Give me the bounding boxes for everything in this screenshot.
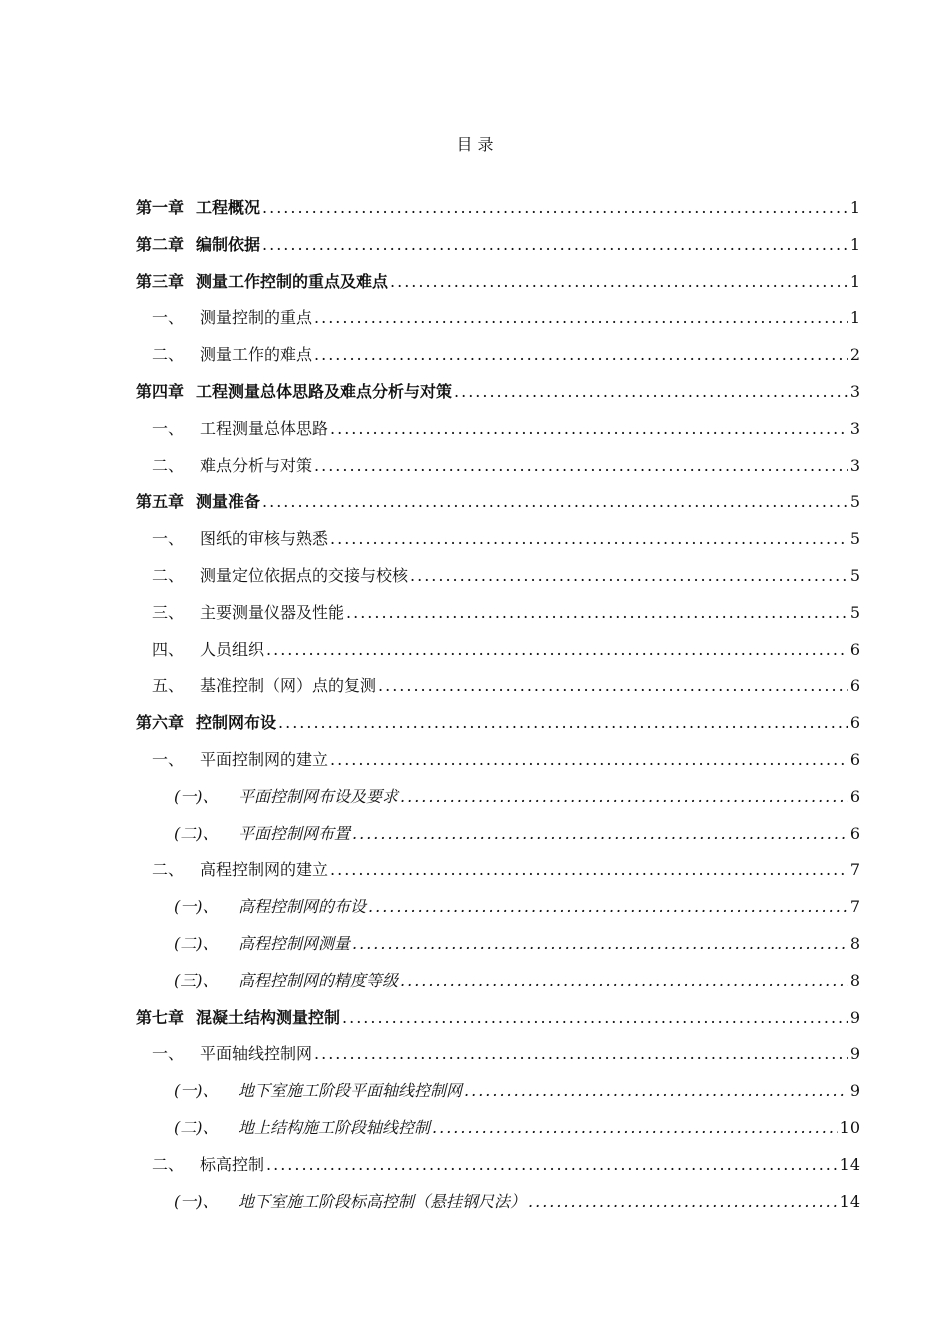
toc-entry[interactable] (136, 889, 860, 926)
toc-entry-number: 三、 (152, 602, 185, 622)
toc-entry[interactable] (136, 595, 860, 632)
toc-entry-number: 五、 (152, 676, 185, 696)
toc-entry-title: 测量准备 (196, 492, 261, 512)
dot-leader (262, 484, 848, 521)
toc-entry-title: 高程控制网的精度等级 (238, 970, 399, 990)
toc-entry-number: 第七章 (136, 1007, 185, 1027)
toc-entry-page-number: 6 (849, 676, 860, 696)
toc-entry-title: 工程测量总体思路及难点分析与对策 (196, 381, 453, 401)
toc-entry-title: 难点分析与对策 (200, 455, 313, 475)
dot-leader (314, 300, 848, 337)
toc-entry-number: 一、 (152, 1044, 185, 1064)
toc-entry-page-number: 6 (849, 749, 860, 769)
toc-entry[interactable] (136, 816, 860, 853)
dot-leader (528, 1184, 838, 1221)
toc-entry-number: 第六章 (136, 713, 185, 733)
toc-entry[interactable] (136, 300, 860, 337)
dot-leader (314, 448, 848, 485)
toc-entry-page-number: 14 (839, 1191, 860, 1211)
toc-entry-title: 编制依据 (196, 234, 261, 254)
dot-leader (266, 1147, 838, 1184)
toc-entry[interactable] (136, 1000, 860, 1037)
toc-entry-number: 第一章 (136, 198, 185, 217)
toc-entry-page-number: 5 (849, 492, 860, 512)
toc-entry-title: 地上结构施工阶段轴线控制 (238, 1117, 431, 1137)
toc-entry-number: (一)、 (174, 1081, 219, 1101)
dot-leader (330, 521, 848, 558)
toc-entry[interactable] (136, 1073, 860, 1110)
toc-entry-title: 平面控制网的建立 (200, 749, 329, 769)
dot-leader (346, 595, 848, 632)
toc-entry-number: 第二章 (136, 234, 185, 254)
toc-entry-page-number: 14 (839, 1154, 860, 1174)
toc-entry-title: 高程控制网测量 (238, 933, 351, 953)
toc-entry-page-number: 10 (839, 1117, 860, 1137)
toc-entry-title: 地下室施工阶段标高控制（悬挂钢尺法） (238, 1191, 527, 1211)
dot-leader (352, 816, 848, 853)
toc-entry[interactable] (136, 558, 860, 595)
toc-entry-number: (三)、 (174, 970, 219, 990)
toc-entry-number: (一)、 (174, 897, 219, 917)
toc-entry-number: 一、 (152, 308, 185, 328)
toc-entry-number: 一、 (152, 529, 185, 549)
toc-entry-page-number: 8 (849, 970, 860, 990)
toc-entry-title: 地下室施工阶段平面轴线控制网 (238, 1081, 463, 1101)
toc-entry[interactable] (136, 1110, 860, 1147)
dot-leader (262, 190, 848, 227)
dot-leader (330, 742, 848, 779)
toc-entry[interactable] (136, 705, 860, 742)
toc-entry-title: 人员组织 (200, 639, 265, 659)
toc-entry[interactable] (136, 227, 860, 264)
toc-entry-number: 第四章 (136, 381, 185, 401)
toc-entry-title: 控制网布设 (196, 713, 277, 733)
toc-entry-number: 二、 (152, 565, 185, 585)
dot-leader (368, 889, 848, 926)
toc-entry[interactable] (136, 963, 860, 1000)
toc-entry-title: 图纸的审核与熟悉 (200, 529, 329, 549)
toc-entry-page-number: 1 (849, 308, 860, 328)
toc-title: 目 录 (456, 135, 494, 154)
toc-entry[interactable] (136, 668, 860, 705)
toc-entry-page-number: 1 (849, 271, 860, 291)
dot-leader (454, 374, 848, 411)
dot-leader (266, 632, 848, 669)
toc-entry[interactable] (136, 521, 860, 558)
dot-leader (314, 1036, 848, 1073)
toc-entry-title: 混凝土结构测量控制 (196, 1007, 341, 1027)
toc-entry-title: 平面轴线控制网 (200, 1044, 313, 1064)
toc-entry-title: 工程测量总体思路 (200, 418, 329, 438)
toc-entry-title: 高程控制网的布设 (238, 897, 367, 917)
toc-entry-page-number: 6 (849, 786, 860, 806)
dot-leader (330, 852, 848, 889)
toc-entry[interactable] (136, 926, 860, 963)
toc-entry-page-number: 6 (849, 713, 860, 733)
toc-entry-number: 第五章 (136, 492, 185, 512)
toc-entry-number: 二、 (152, 860, 185, 880)
toc-entry[interactable] (136, 852, 860, 889)
toc-entry-page-number: 7 (849, 897, 860, 917)
toc-entry[interactable] (136, 411, 860, 448)
toc-entry-title: 测量工作的难点 (200, 345, 313, 365)
toc-entry[interactable] (136, 632, 860, 669)
toc-entry-title: 标高控制 (200, 1154, 265, 1174)
toc-entry[interactable] (136, 1036, 860, 1073)
dot-leader (432, 1110, 838, 1147)
toc-entry-number: (一)、 (174, 1191, 219, 1211)
toc-entry-number: 二、 (152, 455, 185, 475)
toc-entry-page-number: 1 (849, 234, 860, 254)
toc-entry[interactable] (136, 337, 860, 374)
toc-entry-page-number: 3 (849, 418, 860, 438)
toc-entry-title: 高程控制网的建立 (200, 860, 329, 880)
toc-entry-number: 一、 (152, 418, 185, 438)
dot-leader (390, 264, 848, 301)
toc-entry-number: (二)、 (174, 933, 219, 953)
toc-entry-page-number: 8 (849, 933, 860, 953)
dot-leader (400, 963, 848, 1000)
toc-entry-page-number: 5 (849, 602, 860, 622)
table-of-contents (136, 190, 860, 1220)
dot-leader (378, 668, 848, 705)
toc-entry-page-number: 9 (849, 1044, 860, 1064)
toc-entry-number: 二、 (152, 345, 185, 365)
toc-entry-title: 平面控制网布设及要求 (238, 786, 399, 806)
toc-entry-number: 一、 (152, 749, 185, 769)
toc-entry-number: (二)、 (174, 1117, 219, 1137)
toc-entry[interactable] (136, 374, 860, 411)
toc-entry-title: 主要测量仪器及性能 (200, 602, 345, 622)
toc-entry-title: 测量控制的重点 (200, 308, 313, 328)
toc-entry[interactable] (136, 190, 860, 227)
toc-entry[interactable] (136, 779, 860, 816)
toc-entry-page-number: 1 (849, 198, 860, 217)
dot-leader (314, 337, 848, 374)
toc-entry-title: 测量工作控制的重点及难点 (196, 271, 389, 291)
toc-entry[interactable] (136, 1184, 860, 1221)
toc-entry-number: (二)、 (174, 823, 219, 843)
dot-leader (410, 558, 848, 595)
toc-entry[interactable] (136, 484, 860, 521)
dot-leader (262, 227, 848, 264)
toc-entry[interactable] (136, 264, 860, 301)
toc-entry-title: 基准控制（网）点的复测 (200, 676, 377, 696)
toc-entry-title: 平面控制网布置 (238, 823, 351, 843)
toc-entry-title: 工程概况 (196, 198, 261, 217)
toc-entry-page-number: 2 (849, 345, 860, 365)
toc-entry-number: 四、 (152, 639, 185, 659)
dot-leader (400, 779, 848, 816)
dot-leader (278, 705, 848, 742)
toc-entry-page-number: 6 (849, 639, 860, 659)
dot-leader (342, 1000, 848, 1037)
toc-entry-number: 第三章 (136, 271, 185, 291)
dot-leader (330, 411, 848, 448)
toc-entry-page-number: 5 (849, 565, 860, 585)
toc-entry[interactable] (136, 742, 860, 779)
toc-entry-page-number: 3 (849, 455, 860, 475)
toc-entry[interactable] (136, 448, 860, 485)
toc-entry-page-number: 3 (849, 381, 860, 401)
toc-entry-number: 二、 (152, 1154, 185, 1174)
toc-entry-title: 测量定位依据点的交接与校核 (200, 565, 409, 585)
dot-leader (352, 926, 848, 963)
toc-entry[interactable] (136, 1147, 860, 1184)
toc-entry-page-number: 6 (849, 823, 860, 843)
toc-entry-page-number: 9 (849, 1081, 860, 1101)
toc-entry-page-number: 5 (849, 529, 860, 549)
toc-entry-page-number: 9 (849, 1007, 860, 1027)
dot-leader (464, 1073, 848, 1110)
toc-entry-page-number: 7 (849, 860, 860, 880)
toc-entry-number: (一)、 (174, 786, 219, 806)
